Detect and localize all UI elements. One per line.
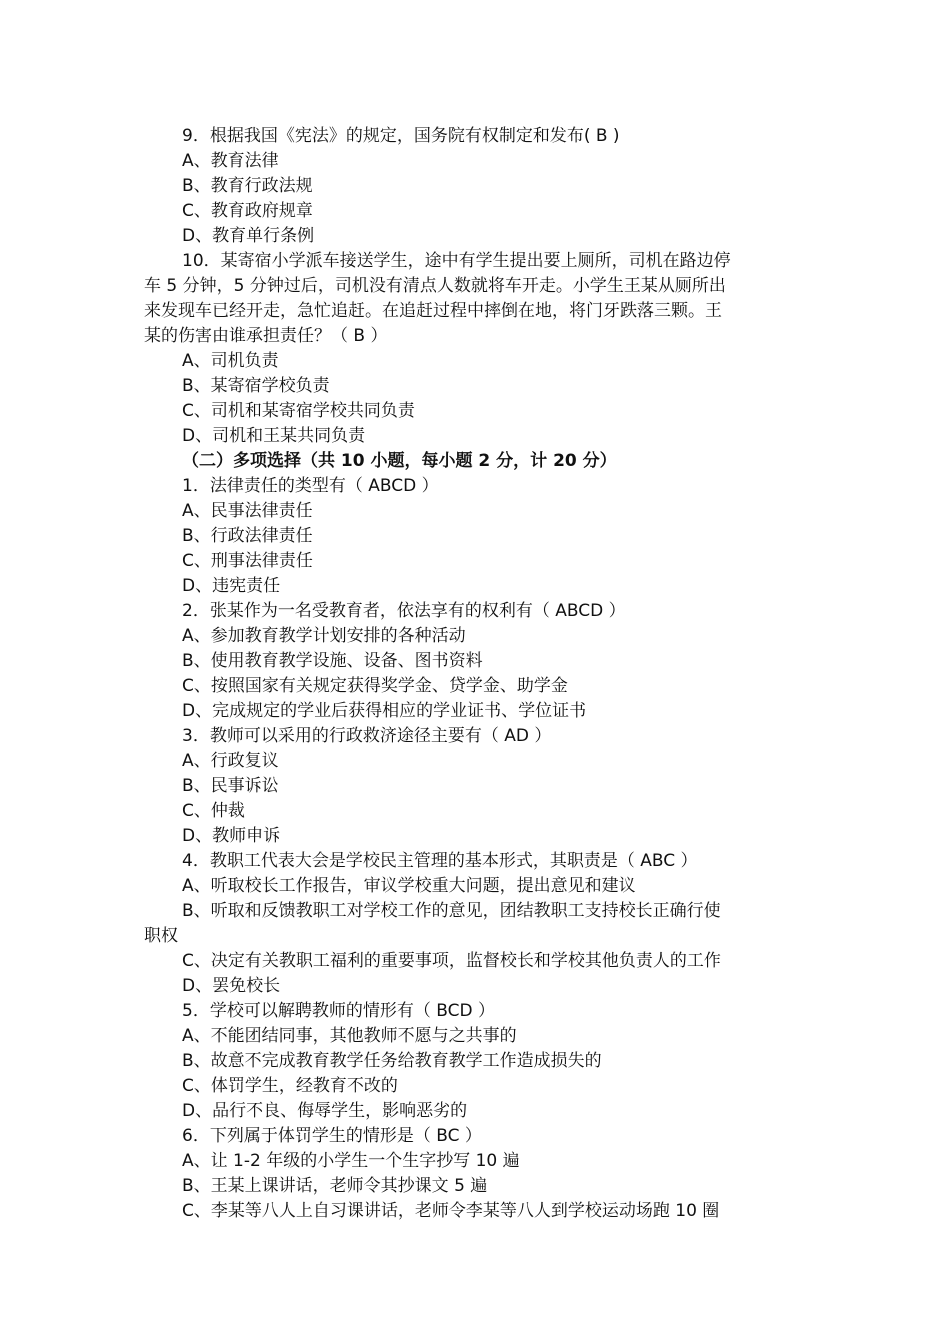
text-line: C、体罚学生，经教育不改的 — [182, 1076, 398, 1096]
text-line: B、王某上课讲话，老师令其抄课文 5 遍 — [182, 1176, 488, 1196]
text-line: A、让 1-2 年级的小学生一个生字抄写 10 遍 — [182, 1151, 520, 1171]
text-line: C、李某等八人上自习课讲话，老师令李某等八人到学校运动场跑 10 圈 — [182, 1201, 720, 1221]
text-line: 1．法律责任的类型有（ ABCD ） — [182, 476, 439, 496]
text-line: C、教育政府规章 — [182, 201, 313, 221]
text-line: D、教育单行条例 — [182, 226, 315, 246]
text-line: C、司机和某寄宿学校共同负责 — [182, 401, 415, 421]
text-line: C、仲裁 — [182, 801, 245, 821]
text-line: D、违宪责任 — [182, 576, 281, 596]
document-body — [144, 124, 804, 1224]
section-heading: （二）多项选择（共 10 小题，每小题 2 分，计 20 分） — [182, 451, 617, 471]
text-line: B、听取和反馈教职工对学校工作的意见，团结教职工支持校长正确行使 — [182, 901, 721, 921]
text-line: D、司机和王某共同负责 — [182, 426, 366, 446]
text-line: D、罢免校长 — [182, 976, 281, 996]
text-line: B、某寄宿学校负责 — [182, 376, 330, 396]
text-line: B、教育行政法规 — [182, 176, 313, 196]
text-line: A、参加教育教学计划安排的各种活动 — [182, 626, 466, 646]
text-line: B、使用教育教学设施、设备、图书资料 — [182, 651, 483, 671]
text-line: D、完成规定的学业后获得相应的学业证书、学位证书 — [182, 701, 587, 721]
text-line: 来发现车已经开走，急忙追赶。在追赶过程中摔倒在地，将门牙跌落三颗。王 — [144, 301, 722, 321]
text-line: B、民事诉讼 — [182, 776, 279, 796]
text-line: B、行政法律责任 — [182, 526, 313, 546]
text-line: A、民事法律责任 — [182, 501, 313, 521]
text-line: A、不能团结同事，其他教师不愿与之共事的 — [182, 1026, 517, 1046]
text-line: D、教师申诉 — [182, 826, 281, 846]
text-line: C、刑事法律责任 — [182, 551, 313, 571]
text-line: A、教育法律 — [182, 151, 279, 171]
text-line: 10．某寄宿小学派车接送学生，途中有学生提出要上厕所，司机在路边停 — [182, 251, 731, 271]
text-line: C、决定有关教职工福利的重要事项，监督校长和学校其他负责人的工作 — [182, 951, 721, 971]
text-line: 某的伤害由谁承担责任？（ B ） — [144, 326, 388, 346]
text-line: C、按照国家有关规定获得奖学金、贷学金、助学金 — [182, 676, 568, 696]
text-line: 5．学校可以解聘教师的情形有（ BCD ） — [182, 1001, 495, 1021]
text-line: 3．教师可以采用的行政救济途径主要有（ AD ） — [182, 726, 552, 746]
text-line: 9．根据我国《宪法》的规定，国务院有权制定和发布( B ) — [182, 126, 620, 146]
text-line: 4．教职工代表大会是学校民主管理的基本形式，其职责是（ ABC ） — [182, 851, 698, 871]
text-line: A、司机负责 — [182, 351, 279, 371]
text-line: A、行政复议 — [182, 751, 279, 771]
text-line: A、听取校长工作报告，审议学校重大问题，提出意见和建议 — [182, 876, 636, 896]
text-line: B、故意不完成教育教学任务给教育教学工作造成损失的 — [182, 1051, 602, 1071]
text-line: 车 5 分钟，5 分钟过后，司机没有清点人数就将车开走。小学生王某从厕所出 — [144, 276, 726, 296]
text-line: D、品行不良、侮辱学生，影响恶劣的 — [182, 1101, 468, 1121]
text-line: 2．张某作为一名受教育者，依法享有的权利有（ ABCD ） — [182, 601, 626, 621]
text-line: 6．下列属于体罚学生的情形是（ BC ） — [182, 1126, 482, 1146]
text-line: 职权 — [144, 926, 178, 946]
